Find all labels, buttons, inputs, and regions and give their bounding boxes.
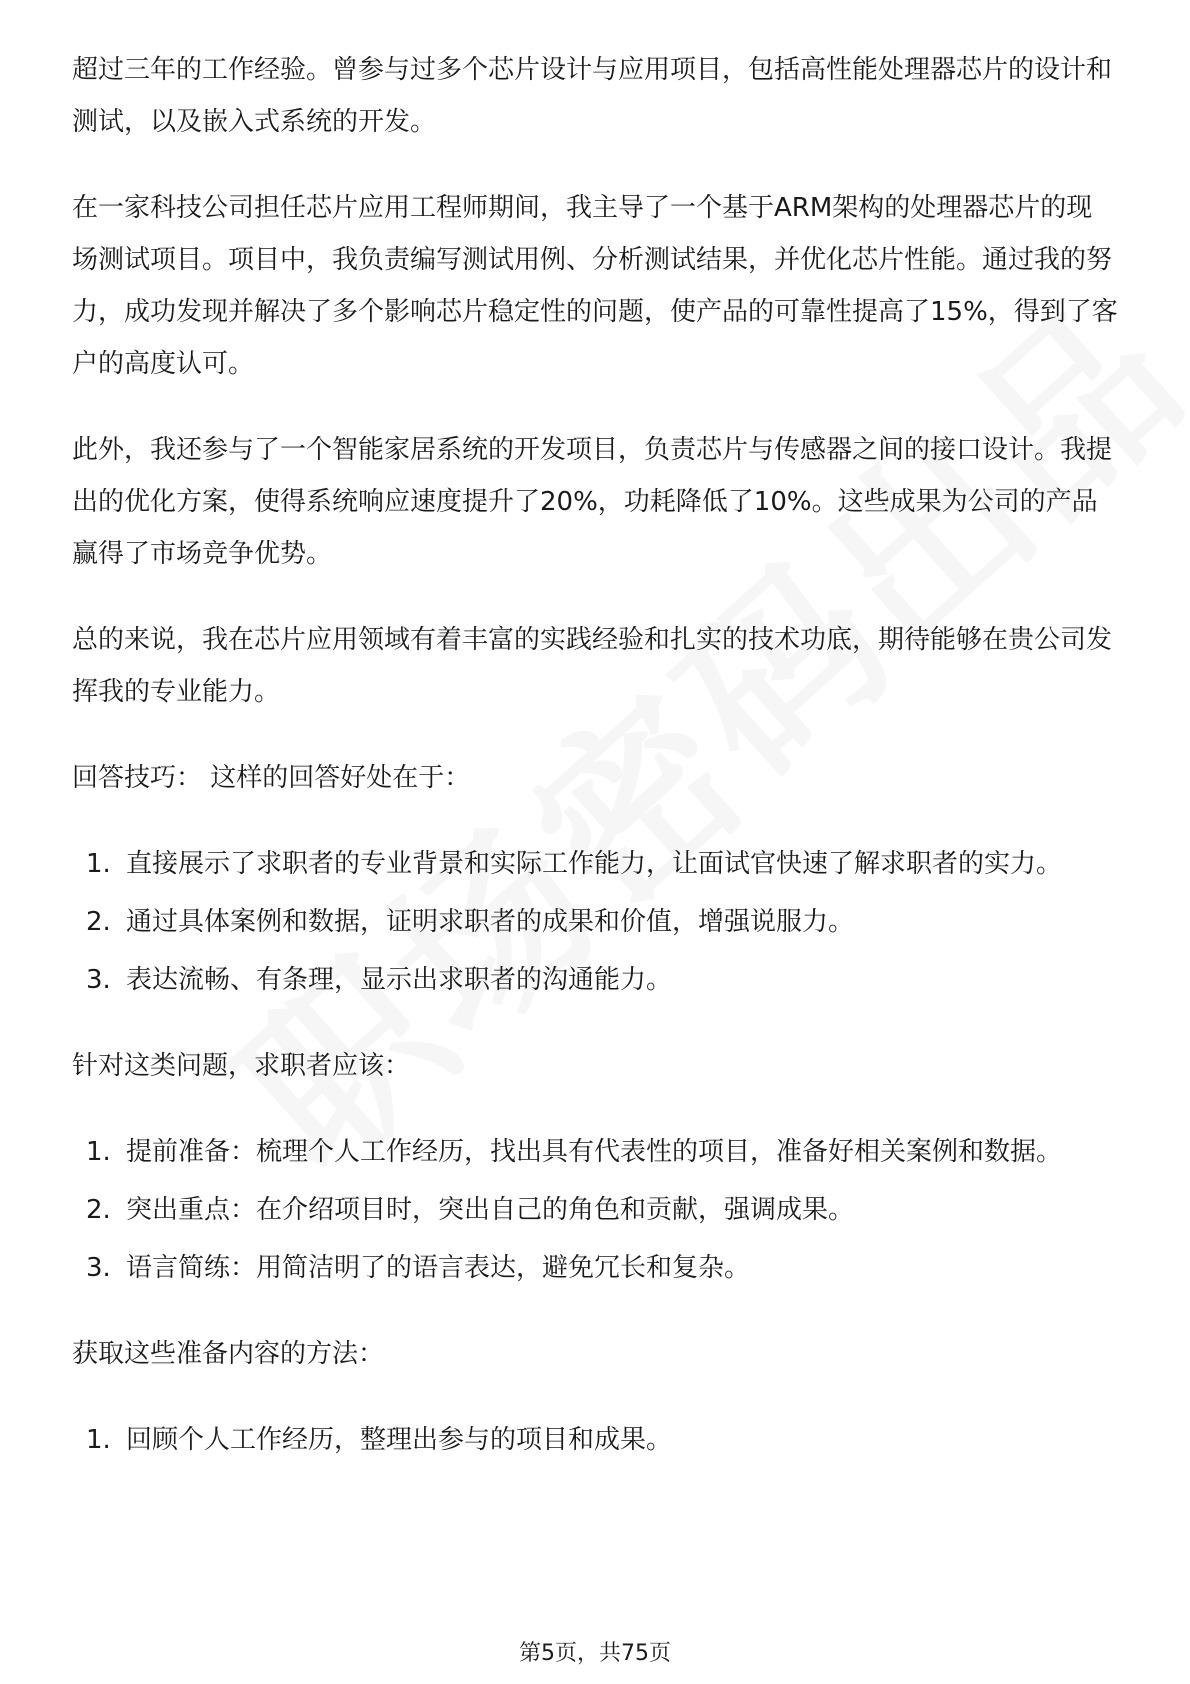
list-item — [72, 1414, 1118, 1466]
list-number: 2. — [86, 907, 111, 937]
list-number: 3. — [86, 1253, 111, 1283]
list-item-text: 直接展示了求职者的专业背景和实际工作能力，让面试官快速了解求职者的实力。 — [126, 849, 1063, 879]
tips-list — [72, 838, 1118, 1006]
list-number: 1. — [86, 1137, 111, 1167]
list-item — [72, 838, 1118, 890]
list-item-text: 提前准备：梳理个人工作经历，找出具有代表性的项目，准备好相关案例和数据。 — [126, 1137, 1063, 1167]
list-item-text: 语言简练：用简洁明了的语言表达，避免冗长和复杂。 — [126, 1253, 751, 1283]
list-number: 1. — [86, 1425, 111, 1455]
list-number: 3. — [86, 965, 111, 995]
document-body — [72, 44, 1118, 1500]
list-item — [72, 1242, 1118, 1294]
advice-heading: 针对这类问题，求职者应该： — [72, 1051, 411, 1081]
list-item — [72, 1126, 1118, 1178]
list-item-text: 通过具体案例和数据，证明求职者的成果和价值，增强说服力。 — [126, 907, 855, 937]
page-footer: 第5页，共75页 — [519, 1641, 671, 1666]
list-item-text: 突出重点：在介绍项目时，突出自己的角色和贡献，强调成果。 — [126, 1195, 855, 1225]
paragraph: 总的来说，我在芯片应用领域有着丰富的实践经验和扎实的技术功底，期待能够在贵公司发挥我的专业能力。 — [72, 625, 1113, 707]
list-number: 1. — [86, 849, 111, 879]
list-item-text: 表达流畅、有条理，显示出求职者的沟通能力。 — [126, 965, 673, 995]
paragraph: 超过三年的工作经验。曾参与过多个芯片设计与应用项目，包括高性能处理器芯片的设计和测试，以及嵌入式系统的开发。 — [72, 55, 1113, 137]
methods-heading: 获取这些准备内容的方法： — [72, 1339, 385, 1369]
advice-list — [72, 1126, 1118, 1294]
list-item — [72, 1184, 1118, 1236]
list-number: 2. — [86, 1195, 111, 1225]
methods-list — [72, 1414, 1118, 1466]
list-item-text: 回顾个人工作经历，整理出参与的项目和成果。 — [126, 1425, 673, 1455]
list-item — [72, 896, 1118, 948]
list-item — [72, 954, 1118, 1006]
paragraph: 在一家科技公司担任芯片应用工程师期间，我主导了一个基于ARM架构的处理器芯片的现场测试项目。项目中，我负责编写测试用例、分析测试结果，并优化芯片性能。通过我的努力，成功发现并解决了多个影响芯片稳定性的问题，使产品的可靠性提高了15%，得到了客户的高度认可。 — [72, 193, 1118, 379]
tips-heading: 回答技巧： 这样的回答好处在于： — [72, 763, 471, 793]
paragraph: 此外，我还参与了一个智能家居系统的开发项目，负责芯片与传感器之间的接口设计。我提出的优化方案，使得系统响应速度提升了20%，功耗降低了10%。这些成果为公司的产品赢得了市场竞争优势。 — [72, 435, 1113, 569]
